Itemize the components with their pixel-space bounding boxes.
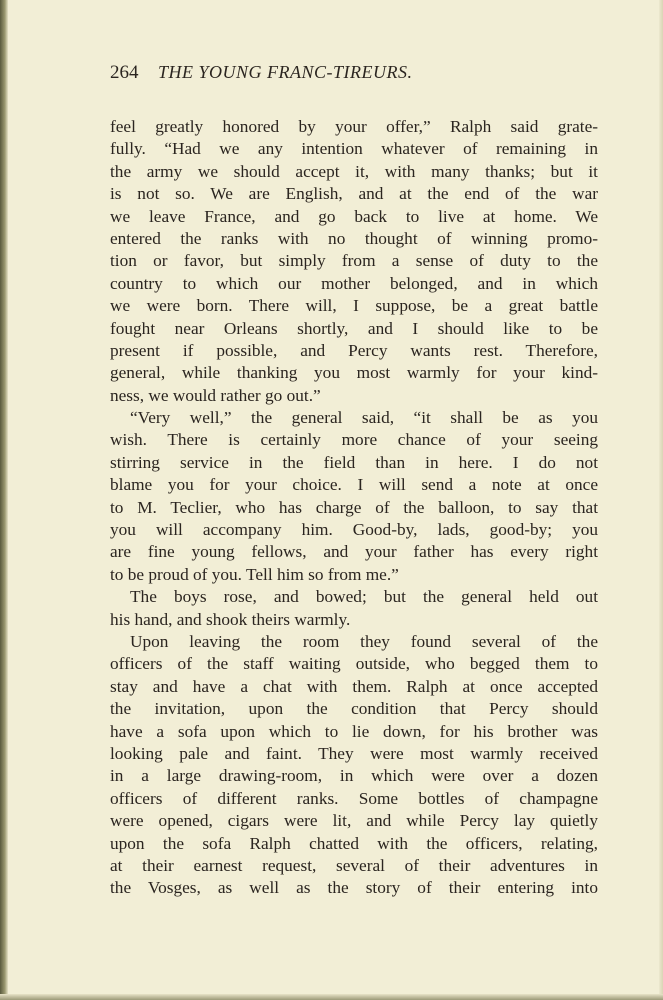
- text-line: in a large drawing-room, in which were over a dozen: [110, 766, 598, 786]
- paragraph: [110, 116, 598, 407]
- text-line: we leave France, and go back to live at home. We: [110, 206, 598, 226]
- text-line: we were born. There will, I suppose, be a great battle: [110, 296, 598, 316]
- text-line: “Very well,” the general said, “it shall be as you: [130, 408, 598, 428]
- text-line: were opened, cigars were lit, and while Percy lay quietly: [110, 811, 598, 831]
- running-title: THE YOUNG FRANC-TIREURS.: [158, 62, 413, 82]
- text-line: present if possible, and Percy wants rest. Therefore,: [110, 340, 598, 360]
- text-line: the Vosges, as well as the story of their entering into: [110, 878, 598, 898]
- text-line: at their earnest request, several of their adventures in: [110, 855, 598, 875]
- text-line: are fine young fellows, and your father has every right: [110, 542, 598, 562]
- body-text: [110, 116, 598, 900]
- text-line: upon the sofa Ralph chatted with the officers, relating,: [110, 833, 598, 853]
- text-line: The boys rose, and bowed; but the general held out: [130, 587, 598, 607]
- text-line: to be proud of you. Tell him so from me.”: [110, 564, 399, 584]
- text-line: the army we should accept it, with many thanks; but it: [110, 161, 598, 181]
- text-line: Upon leaving the room they found several of the: [130, 631, 598, 651]
- page-number: 264: [110, 62, 139, 83]
- text-line: tion or favor, but simply from a sense of duty to the: [110, 251, 598, 271]
- page-binding-edge: [0, 0, 8, 1000]
- text-line: is not so. We are English, and at the end of the war: [110, 184, 598, 204]
- running-header: [110, 62, 598, 86]
- text-line: country to which our mother belonged, and in which: [110, 273, 598, 293]
- page-right-edge: [659, 0, 663, 1000]
- text-line: ness, we would rather go out.”: [110, 385, 321, 405]
- text-line: fully. “Had we any intention whatever of remaining in: [110, 139, 598, 159]
- text-line: officers of the staff waiting outside, who begged them to: [110, 654, 598, 674]
- text-line: blame you for your choice. I will send a note at once: [110, 475, 598, 495]
- paragraph: [110, 631, 598, 900]
- text-line: wish. There is certainly more chance of your seeing: [110, 430, 598, 450]
- text-line: feel greatly honored by your offer,” Ralph said grate-: [110, 117, 598, 136]
- paragraph: [110, 586, 598, 631]
- text-line: entered the ranks with no thought of winning promo-: [110, 228, 598, 248]
- text-line: you will accompany him. Good-by, lads, good-by; you: [110, 520, 598, 540]
- text-line: officers of different ranks. Some bottles of champagne: [110, 788, 598, 808]
- page-bottom-edge: [0, 994, 663, 1000]
- text-line: the invitation, upon the condition that Percy should: [110, 699, 598, 719]
- text-line: looking pale and faint. They were most warmly received: [110, 743, 598, 763]
- text-line: stay and have a chat with them. Ralph at once accepted: [110, 676, 598, 696]
- text-line: have a sofa upon which to lie down, for his brother was: [110, 721, 598, 741]
- text-line: general, while thanking you most warmly for your kind-: [110, 363, 598, 383]
- text-line: his hand, and shook theirs warmly.: [110, 609, 351, 629]
- text-line: to M. Teclier, who has charge of the balloon, to say that: [110, 497, 598, 517]
- text-line: fought near Orleans shortly, and I should like to be: [110, 318, 598, 338]
- text-line: stirring service in the field than in here. I do not: [110, 452, 598, 472]
- paragraph: [110, 407, 598, 586]
